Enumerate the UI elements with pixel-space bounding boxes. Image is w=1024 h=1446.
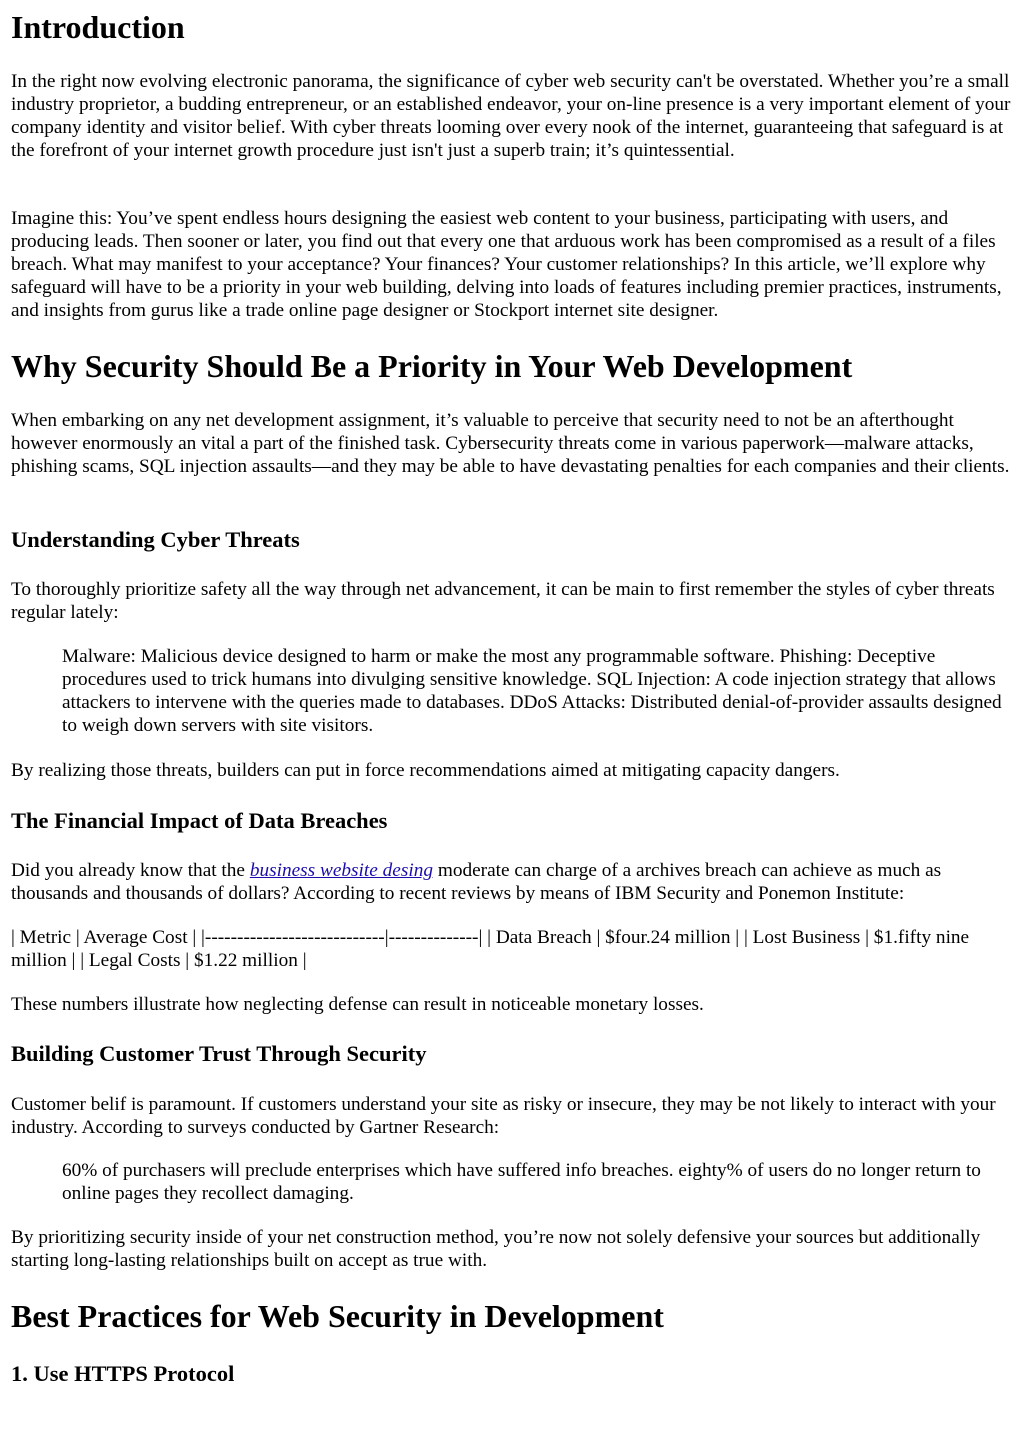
financial-text-before: Did you already know that the	[11, 860, 250, 881]
trust-heading: Building Customer Trust Through Security	[11, 1041, 427, 1066]
threats-blockquote: Malware: Malicious device designed to harm or make the most any programmable software. Phishing: Deceptive procedures used to trick humans into divulging sensitive knowledge. SQL Injection: A code injection strategy that allows attackers to intervene with the queries made to databases. DDoS Attacks: Distributed denial-of-provider assaults designed to weigh down servers with site visitors.	[62, 646, 1002, 737]
cost-table-text: | Metric | Average Cost | |----------------------------|--------------| | Data Breach | $four.24 million | | Lost Business | $1.fifty nine million | | Legal Costs | $1.22 million |	[11, 927, 970, 972]
why-heading: Why Security Should Be a Priority in Your Web Development	[11, 348, 853, 384]
threats-paragraph-1: To thoroughly prioritize safety all the way through net advancement, it can be main to first remember the styles of cyber threats regular lately:	[11, 579, 995, 624]
trust-paragraph-2: By prioritizing security inside of your net construction method, you’re now not solely defensive your sources but additionally starting long-lasting relationships built on accept as true with.	[11, 1227, 981, 1272]
https-subheading: 1. Use HTTPS Protocol	[11, 1361, 235, 1386]
best-practices-heading: Best Practices for Web Security in Development	[11, 1298, 664, 1334]
intro-paragraph-1: In the right now evolving electronic panorama, the significance of cyber web security can't be overstated. Whether you’re a small industry proprietor, a budding entrepreneur, or an established endeavor, your on-line presence is a very important element of your company identity and visitor belief. With cyber threats looming over every nook of the internet, guaranteeing that safeguard is at the forefront of your internet growth procedure just isn't just a superb train; it’s quintessential.	[11, 71, 1011, 162]
threats-paragraph-2: By realizing those threats, builders can put in force recommendations aimed at mitigating capacity dangers.	[11, 760, 840, 781]
intro-heading: Introduction	[11, 9, 185, 45]
intro-paragraph-2: Imagine this: You’ve spent endless hours designing the easiest web content to your business, participating with users, and producing leads. Then sooner or later, you find out that every one that arduous work has been compromised as a result of a files breach. What may manifest to your acceptance? Your finances? Your customer relationships? In this article, we’ll explore why safeguard will have to be a priority in your web building, delving into loads of features including premier practices, instruments, and insights from gurus like a trade online page designer or Stockport internet site designer.	[11, 208, 1002, 322]
financial-paragraph-1	[11, 859, 1014, 905]
trust-blockquote: 60% of purchasers will preclude enterprises which have suffered info breaches. eighty% of users do no longer return to online pages they recollect damaging.	[62, 1160, 981, 1205]
why-paragraph-1: When embarking on any net development assignment, it’s valuable to perceive that security need to not be an afterthought however enormously an vital a part of the finished task. Cybersecurity threats come in various paperwork—malware attacks, phishing scams, SQL injection assaults—and they may be able to have devastating penalties for each companies and their clients.	[11, 410, 1010, 478]
business-website-link[interactable]: business website desing	[249, 860, 433, 881]
financial-heading: The Financial Impact of Data Breaches	[11, 808, 388, 833]
financial-paragraph-3: These numbers illustrate how neglecting defense can result in noticeable monetary losses.	[11, 994, 704, 1015]
financial-text-after: moderate can charge of a archives breach can achieve as much as thousands and thousands of dollars? According to recent reviews by means of IBM Security and Ponemon Institute:	[11, 860, 942, 905]
threats-heading: Understanding Cyber Threats	[11, 527, 300, 552]
trust-paragraph-1: Customer belif is paramount. If customers understand your site as risky or insecure, they may be not likely to interact with your industry. According to surveys conducted by Gartner Research:	[11, 1094, 996, 1139]
